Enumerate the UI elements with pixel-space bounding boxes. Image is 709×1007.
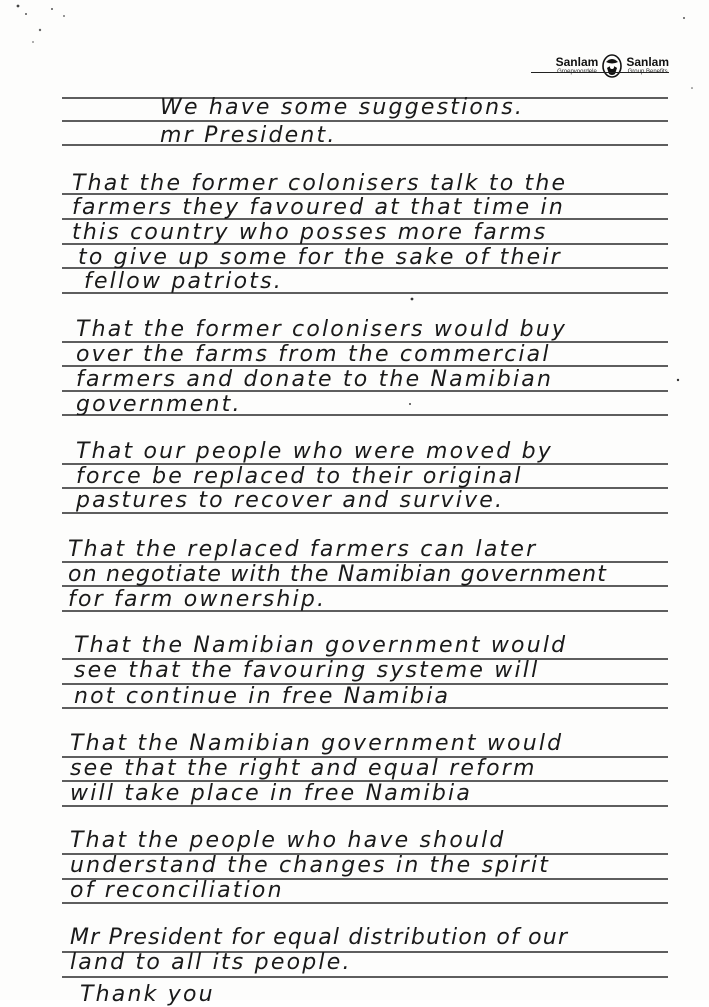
paragraph-line: land to all its people. [70,950,352,975]
paragraph-line: of reconciliation [70,878,284,903]
paragraph-line: understand the changes in the spirit [70,853,551,878]
paragraph-line: this country who posses more farms [72,220,548,245]
paragraph-line: see that the favouring systeme will [74,658,540,683]
paragraph-line: for farm ownership. [68,587,327,612]
paragraph-line: farmers and donate to the Namibian [76,367,554,392]
paragraph-line: not continue in free Namibia [74,684,451,709]
closing-line: Thank you [80,982,215,1007]
paragraph-line: Mr President for equal distribution of our [70,925,569,950]
paragraph-line: That the people who have should [70,828,506,853]
paragraph-line: fellow patriots. [84,269,283,294]
paragraph-line: to give up some for the sake of their [78,245,562,270]
paragraph-line: That the former colonisers would buy [76,317,568,342]
paragraph-line: That the Namibian government would [74,633,568,658]
paragraph-line: government. [76,392,242,417]
paragraph-line: over the farms from the commercial [76,342,551,367]
brand-left-name: Sanlam [555,55,599,69]
intro-line: mr President. [160,123,337,148]
paragraph-line: That the former colonisers talk to the [72,171,568,196]
paragraph-line: That the Namibian government would [70,731,564,756]
paragraph-line: That our people who were moved by [76,439,553,464]
paragraph-line: on negotiate with the Namibian government [68,562,608,587]
paragraph-line: force be replaced to their original [76,464,523,489]
paragraph-line: see that the right and equal reform [70,756,537,781]
brand-right-name: Sanlam [626,55,669,69]
intro-line: We have some suggestions. [160,95,525,120]
paragraph-line: That the replaced farmers can later [68,537,538,562]
paragraph-line: farmers they favoured at that time in [72,195,565,220]
paragraph-line: will take place in free Namibia [70,781,473,806]
paragraph-line: pastures to recover and survive. [76,488,505,513]
